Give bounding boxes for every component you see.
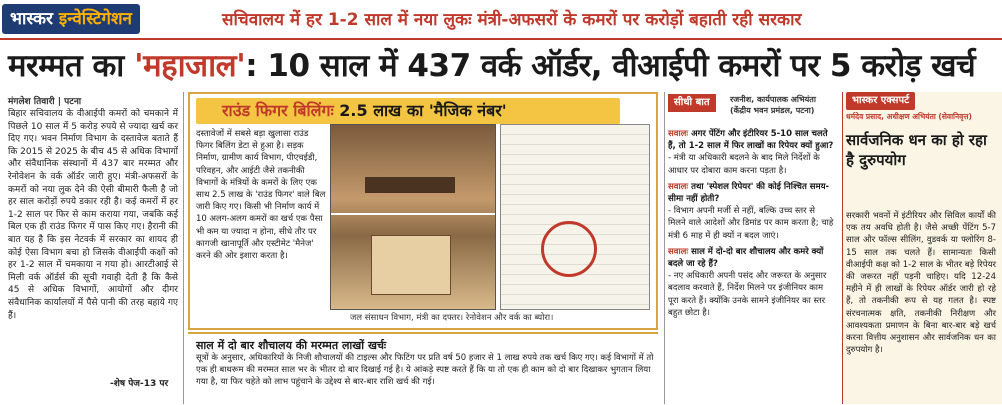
- brand-badge: [2, 4, 140, 34]
- qa-item: [668, 181, 834, 242]
- bottom-strip-heading: साल में दो बार शौचालय की मरम्मत लाखों खर्चः: [196, 339, 387, 352]
- question: सवालः तथा 'स्पेशल रिपेयर' की कोई निश्चित समय-सीमा नहीं होती?: [668, 181, 830, 205]
- wall-panel-shape: [371, 235, 451, 295]
- feature-text: दस्तावेजों में सबसे बड़ा खुलासा राउंड फिगर बिलिंग डेटा से हुआ है। सड़क निर्माण, ग्रामीण कार्य विभाग, पीएचईडी, परिवहन, और आईटी जैसे तकनीकी विभागों के मंत्रियों के कमरों के लिए एक साथ 2.5 लाख के 'राउंड फिगर' वाले बिल जारी किए गए। किसी भी निर्माण कार्य में 10 अलग-अलग कमरों का खर्च एक पैसा भी कम या ज्यादा न होना, सीधे तौर पर कागजी खानापूर्ति और एस्टीमेट 'मैनेज' करने की ओर इशारा करता है।: [196, 129, 326, 262]
- continued-on-link: -शेष पेज-13 पर: [110, 379, 169, 389]
- answer: - विभाग अपनी मर्जी से नहीं, बल्कि उच्च स्तर से मिलने वाले आदेशों और डिमांड पर काम करता है; चाहे मंत्री 6 माह में ही क्यों न बदल जाएं।: [668, 206, 834, 241]
- expert-heading: सार्वजनिक धन का हो रहा है दुरुपयोग: [846, 131, 987, 169]
- lead-story-text: बिहार सचिवालय के वीआईपी कमरों को चमकाने में पिछले 10 साल में 5 करोड़ रुपये से ज्यादा खर्च कर दिए गए। भवन निर्माण विभाग के दस्तावेज बताते हैं कि 2015 से 2025 के बीच 45 से अधिक विभागों और संवैधानिक संस्थानों में 437 बार मरम्मत और रेनोवेशन के वर्क ऑर्डर जारी हुए। मंत्री-अफसरों के कमरों को नया लुक देने की ऐसी बीमारी फैली है जो हर साल करोड़ों रुपये डकार रही है। कई कमरों में हर 1-2 साल पर फिर से काम कराया गया, जबकि कई बिल एक ही राउंड फिगर में पास किए गए। हैरानी की बात यह है कि इस नेटवर्क में सरकार का शायद ही कोई ऐसा विभाग बचा हो जिसके वीआईपी कक्षों को हर 1-2 साल में चमकाया न गया हो। आरटीआई से मिली वर्क ऑर्डर्स की सूची गवाही देती है कि कैसे 45 से अधिक विभागों, आयोगों और दीगर संवैधानिक कार्यालयों में पैसे पानी की तरह बहाये गए हैं।: [8, 109, 178, 321]
- feature-title: [222, 100, 507, 122]
- qa-item: [668, 246, 834, 319]
- office-photo: [330, 124, 496, 310]
- feature-title-dark: 2.5 लाख का 'मैजिक नंबर': [339, 101, 507, 120]
- interview-tag: सीधी बात: [668, 94, 716, 112]
- qa-item: [668, 128, 834, 177]
- brand-suffix: इन्वेस्टिगेशन: [58, 9, 132, 29]
- brand-name: भास्कर: [10, 9, 53, 29]
- document-stamp: [541, 221, 597, 277]
- desk-shape: [365, 177, 455, 193]
- expert-text: सरकारी भवनों में इंटीरियर और सिविल कार्यों की एक तय अवधि होती है। जैसे अच्छी पेंटिंग 5-7 साल और फॉल्स सीलिंग, वुडवर्क या फ्लोरिंग 8-15 साल तक चलते हैं। सामान्यतः किसी वीआईपी कक्ष को 1-2 साल के भीतर बड़े रिपेयर की जरूरत नहीं पड़नी चाहिए। यदि 12-24 महीने में ही लाखों के रिपेयर ऑर्डर जारी हो रहे हैं, तो तकनीकी रूप से यह गलत है। स्पष्ट संरचनात्मक क्षति, तकनीकी निरीक्षण और आवश्यकता प्रमाणन के बिना बार-बार बड़े खर्च करना वित्तीय अनुशासन और सार्वजनिक धन का दुरुपयोग है।: [846, 211, 996, 356]
- headline-part1: मरम्मत का: [8, 48, 124, 84]
- photo-split: [331, 213, 495, 215]
- column-divider: [183, 92, 184, 404]
- expert-tag: भास्कर एक्सपर्ट: [846, 92, 915, 110]
- answer: - नए अधिकारी अपनी पसंद और जरूरत के अनुसार बदलाव करवाते हैं, निर्देश मिलने पर इंजीनियर काम पूरा करते हैं। क्योंकि उनके सामने इंजीनियर का स्तर बहुत छोटा है।: [668, 271, 827, 318]
- main-headline: [8, 44, 975, 88]
- question: सवालः साल में दो-दो बार शौचालय और कमरे क्यों बदले जा रहे हैं?: [668, 246, 824, 270]
- question: सवालः अगर पेंटिंग और इंटीरियर 5-10 साल चलते हैं, तो 1-2 साल में फिर लाखों का रिपेयर क्यों हुआ?: [668, 129, 834, 152]
- work-order-document-photo: [500, 124, 650, 310]
- headline-part2: : 10 साल में 437 वर्क ऑर्डर, वीआईपी कमरों पर 5 करोड़ खर्च: [245, 48, 976, 84]
- byline: मंगलेश तिवारी | पटना: [8, 97, 82, 107]
- feature-title-red: राउंड फिगर बिलिंगः: [222, 101, 334, 120]
- answer: - मंत्री या अधिकारी बदलने के बाद मिले निर्देशों के आधार पर दोबारा काम करना पड़ता है।: [668, 153, 820, 176]
- photo-caption: जल संसाधन विभाग, मंत्री का दफ्तर। रेनोवेशन और वर्क का ब्योरा।: [350, 313, 554, 323]
- interview-qa: [668, 124, 834, 319]
- bottom-strip-text: सूत्रों के अनुसार, अधिकारियों के निजी शौचालयों की टाइल्स और फिटिंग पर प्रति वर्ष 50 हजार से 1 लाख रुपये तक खर्च किए गए। कई विभागों में तो एक ही बाथरूम की मरम्मत साल भर के भीतर दो बार दिखाई गई है। ये आंकड़े स्पष्ट करते हैं कि या तो एक ही काम को दो बार दिखाकर भुगतान लिया गया है, या फिर चहेते को लाभ पहुंचाने के उद्देश्य से बार-बार राशि खर्च की गई।: [196, 353, 654, 387]
- headline-highlight: 'महाजाल': [134, 48, 246, 84]
- kicker-headline: सचिवालय में हर 1-2 साल में नया लुकः मंत्री-अफसरों के कमरों पर करोड़ों बहाती रही सरकार: [222, 10, 802, 30]
- interviewee: रजनीश, कार्यपालक अभियंता (केंद्रीय भवन प्रमंडल, पटना): [730, 95, 816, 115]
- expert-name: धर्मदेव प्रसाद, अधीक्षण अभियंता (सेवानिवृत्त): [846, 112, 972, 121]
